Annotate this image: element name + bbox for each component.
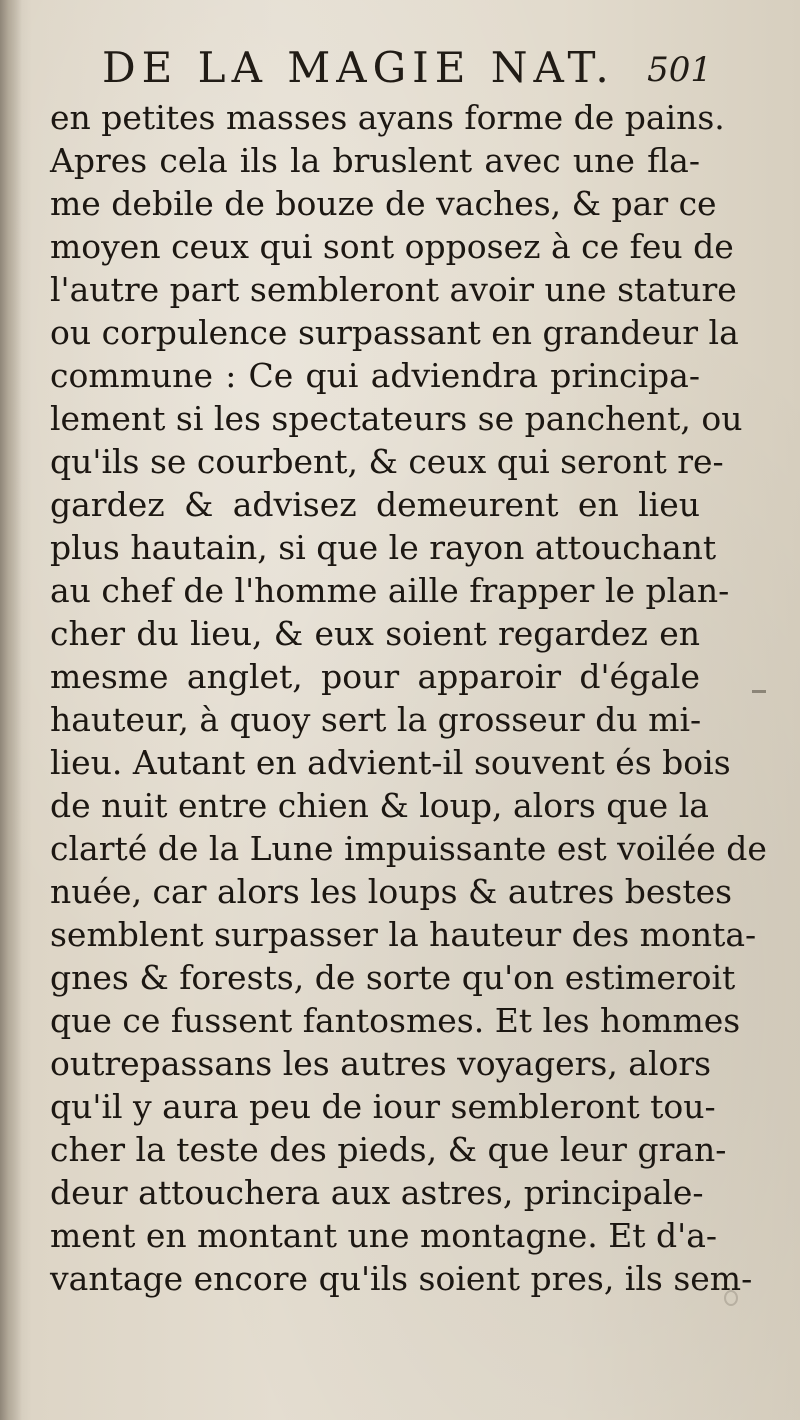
- text-line: gardez & advisez demeurent en lieu: [50, 485, 700, 524]
- page-header: [102, 40, 712, 96]
- text-line: plus hautain, si que le rayon attouchant: [50, 528, 717, 567]
- page-number: 501: [647, 50, 712, 90]
- text-line: Apres cela ils la bruslent avec une fla-: [50, 141, 700, 180]
- text-line: gnes & forests, de sorte qu'on estimeroit: [50, 958, 736, 997]
- text-line: outrepassans les autres voyagers, alors: [50, 1044, 712, 1083]
- text-line: semblent surpasser la hauteur des monta-: [50, 915, 757, 954]
- text-line: lement si les spectateurs se panchent, ou: [50, 399, 743, 438]
- text-line: qu'ils se courbent, & ceux qui seront re-: [50, 442, 724, 481]
- text-line: moyen ceux qui sont opposez à ce feu de: [50, 227, 734, 266]
- paper-stain: [724, 1290, 738, 1306]
- text-line: l'autre part sembleront avoir une stature: [50, 270, 737, 309]
- text-line: deur attouchera aux astres, principale-: [50, 1173, 704, 1212]
- text-line: commune : Ce qui adviendra principa-: [50, 356, 700, 395]
- text-line: mesme anglet, pour apparoir d'égale: [50, 657, 700, 696]
- text-line: qu'il y aura peu de iour sembleront tou-: [50, 1087, 716, 1126]
- text-line: cher la teste des pieds, & que leur gran-: [50, 1130, 727, 1169]
- text-line: me debile de bouze de vaches, & par ce: [50, 184, 717, 223]
- running-title: DE LA MAGIE NAT.: [102, 43, 615, 92]
- text-line: clarté de la Lune impuissante est voilée de: [50, 829, 767, 868]
- text-line: en petites masses ayans forme de pains.: [50, 98, 725, 137]
- text-line: ment en montant une montagne. Et d'a-: [50, 1216, 718, 1255]
- text-line: lieu. Autant en advient-il souvent és bois: [50, 743, 731, 782]
- text-line: cher du lieu, & eux soient regardez en: [50, 614, 700, 653]
- text-line: au chef de l'homme aille frapper le plan-: [50, 571, 730, 610]
- text-line: que ce fussent fantosmes. Et les hommes: [50, 1001, 741, 1040]
- text-line: ou corpulence surpassant en grandeur la: [50, 313, 739, 352]
- text-line: vantage encore qu'ils soient pres, ils sem-: [50, 1259, 753, 1298]
- text-line: de nuit entre chien & loup, alors que la: [50, 786, 709, 825]
- text-line: hauteur, à quoy sert la grosseur du mi-: [50, 700, 702, 739]
- book-binding-edge: [0, 0, 22, 1420]
- body-text: [50, 96, 767, 1300]
- text-line: nuée, car alors les loups & autres bestes: [50, 872, 733, 911]
- margin-mark: [752, 690, 766, 693]
